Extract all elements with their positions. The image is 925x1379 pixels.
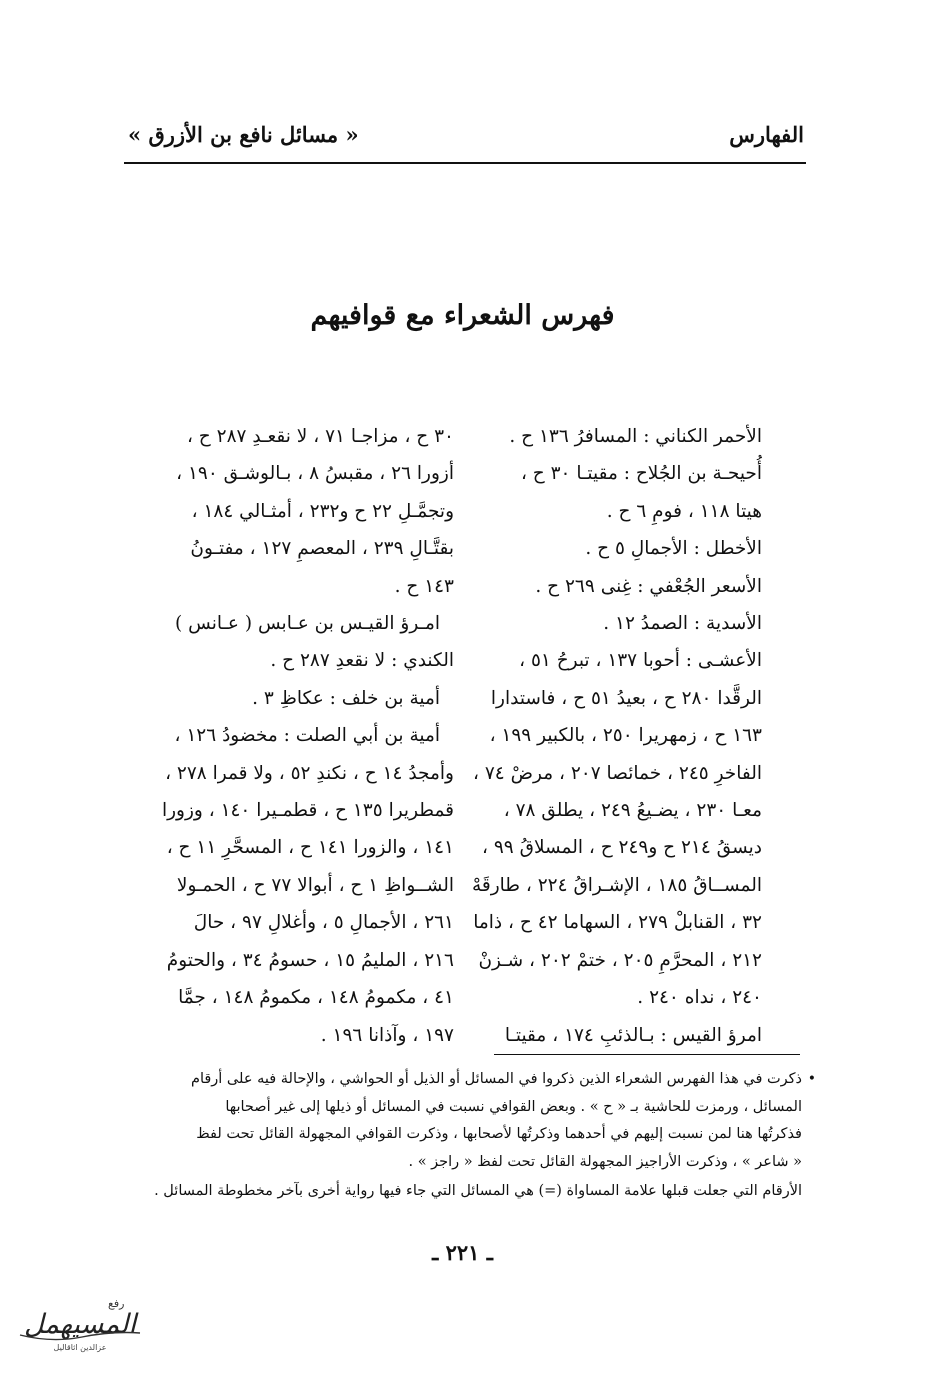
index-line: ٤١ ، مكمومُ ١٤٨ ، مكمومُ ١٤٨ ، جمَّا [178, 987, 454, 1009]
index-line: قمطريرا ١٣٥ ح ، قطمـيرا ١٤٠ ، وزورا [161, 800, 454, 822]
stamp-sub-text: عزالدين اثاقاليل [53, 1343, 107, 1352]
index-line: ٢٤٠ ، نداه ٢٤٠ . [637, 987, 762, 1009]
index-line: ١٩٧ ، وآذانا ١٩٦ . [320, 1024, 454, 1046]
library-stamp-logo [12, 1293, 148, 1355]
stamp-top-text: رفع [108, 1297, 125, 1310]
index-column-left [134, 418, 454, 1054]
index-line: المســاقُ ١٨٥ ، الإشـراقُ ٢٢٤ ، طارقَهْ [471, 874, 762, 896]
book-title-header: « مسائل نافع بن الأزرق » [128, 122, 359, 147]
index-line: أمية بن خلف : عكاظِ ٣ . [252, 687, 440, 709]
index-line: الشــواظِ ١ ح ، أبوالا ٧٧ ح ، الحمـولا [176, 874, 454, 896]
index-line: الأحمر الكناني : المسافرُ ١٣٦ ح . [509, 426, 762, 447]
index-line: ٢١٢ ، المحرَّمِ ٢٠٥ ، ختمْ ٢٠٢ ، شـزنْ [478, 949, 762, 971]
index-line: أزورا ٢٦ ، مقبسُ ٨ ، بـالوشـق ١٩٠ ، [176, 463, 454, 485]
index-line: الأسدية : الصمدُ ١٢ . [603, 613, 762, 635]
footnote-line: المسائل ، ورمزت للحاشية بـ « ح » . وبعض القوافي نسبت في المسائل أو ذيلها إلى غير أصحابها [225, 1098, 802, 1115]
index-line: وتجمَّـلِ ٢٢ ح و٢٣٢ ، أمثـالي ١٨٤ ، [191, 500, 454, 522]
footnote-bullet: • [807, 1071, 816, 1087]
footnote-rule [494, 1054, 800, 1055]
stamp-main-text: المسيهمل [23, 1309, 137, 1340]
index-line: الرقَّدا ٢٨٠ ح ، بعيدُ ٥١ ح ، فاستدارا [490, 687, 762, 709]
index-column-right [471, 418, 762, 1054]
index-line: معـا ٢٣٠ ، يضـيعُ ٢٤٩ ، يطلق ٧٨ ، [503, 800, 762, 822]
index-line: ٢٦١ ، الأجمالِ ٥ ، وأغلالِ ٩٧ ، حالَ [193, 912, 454, 934]
footnote-line: الأرقام التي جعلت قبلها علامة المساواة (=) هي المسائل التي جاء فيها رواية أخرى بآخر مخطوطة المسائل . [154, 1183, 802, 1199]
index-line: ديسقُ ٢١٤ ح و٢٤٩ ح ، المسلاقُ ٩٩ ، [481, 837, 762, 859]
index-line: وأمجدُ ١٤ ح ، نكندِ ٥٢ ، ولا قمرا ٢٧٨ ، [165, 762, 454, 784]
section-header: الفهارس [729, 122, 804, 147]
index-line: ٣٠ ح ، مزاجـا ٧١ ، لا نقعـدِ ٢٨٧ ح ، [186, 426, 454, 447]
index-line: أمية بن أبي الصلت : مخضودُ ١٢٦ ، [174, 725, 440, 747]
footnote [126, 1066, 816, 1206]
footnote-line: « شاعر » ، وذكرت الأراجيز المجهولة القائل تحت لفظ « راجز » . [408, 1153, 802, 1170]
header-rule [124, 162, 806, 164]
footnote-line: فذكرتُها هنا لمن نسبت إليهم في أحدهما وذكرتُها لأصحابها ، وذكرت القوافي المجهولة القائل تحت لفظ [196, 1126, 802, 1142]
index-line: الأعشـى : أحوبا ١٣٧ ، تبرحُ ٥١ ، [519, 650, 762, 672]
index-line: ٢١٦ ، المليمُ ١٥ ، حسومُ ٣٤ ، والحتومُ [166, 949, 454, 971]
index-line: الكندي : لا نقعدِ ٢٨٧ ح . [270, 650, 454, 672]
index-line: ١٤٣ ح . [394, 575, 454, 597]
index-line: ١٦٣ ح ، زمهريرا ٢٥٠ ، بالكبير ١٩٩ ، [489, 725, 762, 747]
index-line: ١٤١ ، والزورا ١٤١ ح ، المسحَّرِ ١١ ح ، [166, 837, 454, 859]
index-line: أُحيحـة بن الجُلاح : مقيتـا ٣٠ ح ، [520, 463, 762, 485]
index-line: امـرؤ القيـس بن عـابس ( عـانس ) [175, 613, 440, 635]
footnote-line: ذكرت في هذا الفهرس الشعراء الذين ذكروا في المسائل أو الذيل أو الحواشي ، والإحالة فيه على أرقام [190, 1071, 802, 1087]
page-number: ـ ٢٢١ ـ [432, 1240, 493, 1265]
running-head [128, 122, 804, 147]
index-line: الأخطل : الأجمالِ ٥ ح . [585, 538, 762, 560]
index-title: فهرس الشعراء مع قوافيهم [310, 300, 615, 331]
index-line: الفاخرِ ٢٤٥ ، خمائصا ٢٠٧ ، مرضْ ٧٤ ، [473, 762, 762, 784]
index-line: الأسعر الجُعْفي : غِنى ٢٦٩ ح . [535, 575, 762, 597]
index-line: بقتَّـالِ ٢٣٩ ، المعصمِ ١٢٧ ، مفتـونُ [190, 538, 454, 560]
index-line: هيتا ١١٨ ، فومِ ٦ ح . [606, 500, 762, 522]
index-line: امرؤ القيس : بـالذئبِ ١٧٤ ، مقيتـا [504, 1024, 762, 1046]
index-line: ٣٢ ، القنابلْ ٢٧٩ ، السهاما ٤٢ ح ، ذاما [473, 912, 762, 934]
